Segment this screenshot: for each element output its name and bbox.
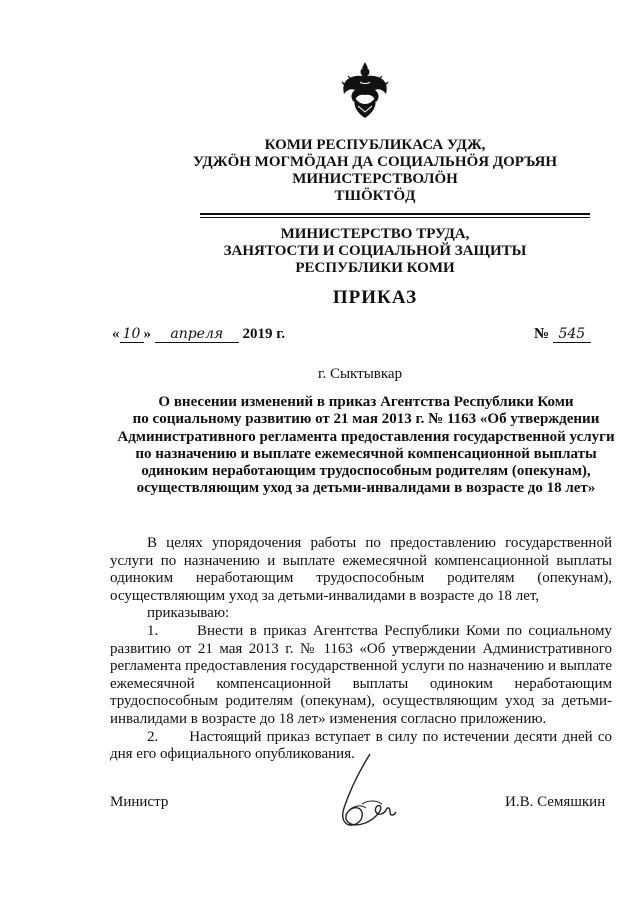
subject-line: осуществляющим уход за детьми-инвалидами в возрасте до 18 лет»: [136, 480, 596, 497]
subject-line: О внесении изменений в приказ Агентства Республики Коми: [158, 394, 574, 410]
order-body: [110, 535, 612, 764]
date-month: апреля: [155, 326, 239, 343]
subject-line: Административного регламента предоставления государственной услуги: [117, 428, 615, 445]
body-intro-paragraph: В целях упорядочения работы по предоставлению государственной услуги по назначению и выплате ежемесячной компенсационной выплаты одиноким неработающим трудоспособным родителям (опекунам), осуществляющим уход за детьми-инвалидами в возрасте до 18 лет,: [110, 535, 612, 604]
header-komi-line3: МИНИСТЕРСТВОЛӦН: [292, 171, 458, 187]
body-order-word: приказываю:: [147, 605, 230, 622]
document-type-title: ПРИКАЗ: [332, 287, 418, 308]
subject-line: по назначению и выплате ежемесячной компенсационной выплаты: [135, 445, 597, 462]
body-item-2: 2. Настоящий приказ вступает в силу по истечении десяти дней со дня его официального опубликования.: [110, 728, 612, 763]
date-open-quote: «: [112, 326, 120, 342]
city: г. Сыктывкар: [318, 366, 403, 382]
header-rule-thin: [200, 217, 590, 218]
order-number: [534, 326, 591, 343]
header-rule-thick: [200, 213, 590, 215]
handwritten-signature-icon: [330, 750, 400, 834]
order-subject: [112, 394, 620, 498]
header-komi-line4: ТШӦКТӦД: [334, 188, 416, 204]
date-day: 10: [120, 326, 144, 343]
header-komi-line1: КОМИ РЕСПУБЛИКАСА УДЖ,: [264, 137, 486, 153]
date-close-quote: »: [143, 326, 151, 342]
header-ru-line2: ЗАНЯТОСТИ И СОЦИАЛЬНОЙ ЗАЩИТЫ: [223, 243, 527, 259]
header-komi-line2: УДЖӦН МОГМӦДАН ДА СОЦИАЛЬНӦЯ ДОРЪЯН: [192, 154, 558, 170]
order-number-prefix: №: [534, 326, 550, 342]
header-ru-line1: МИНИСТЕРСТВО ТРУДА,: [280, 226, 470, 242]
header-ru-line3: РЕСПУБЛИКИ КОМИ: [295, 260, 455, 276]
subject-line: по социальному развитию от 21 мая 2013 г. № 1163 «Об утверждении: [132, 411, 600, 428]
body-item-1: 1. Внести в приказ Агентства Республики Коми по социальному развитию от 21 мая 2013 г. № 1163 «Об утверждении Административного регламента предоставления государственной услуги по назначению и выплате ежемесячной компенсационной выплаты одиноким неработающим трудоспособным родителям (опекунам), осуществляющим уход за детьми-инвалидами в возрасте до 18 лет» изменения согласно приложению.: [110, 622, 612, 727]
signatory-name: И.В. Семяшкин: [505, 794, 606, 810]
subject-line: одиноким неработающим трудоспособным родителям (опекунам),: [141, 463, 591, 480]
date-year: 2019 г.: [242, 326, 286, 342]
signatory-position: Министр: [110, 794, 169, 810]
komi-coat-of-arms-icon: [338, 60, 392, 122]
order-date: [112, 326, 285, 343]
order-number-value: 545: [553, 326, 591, 343]
